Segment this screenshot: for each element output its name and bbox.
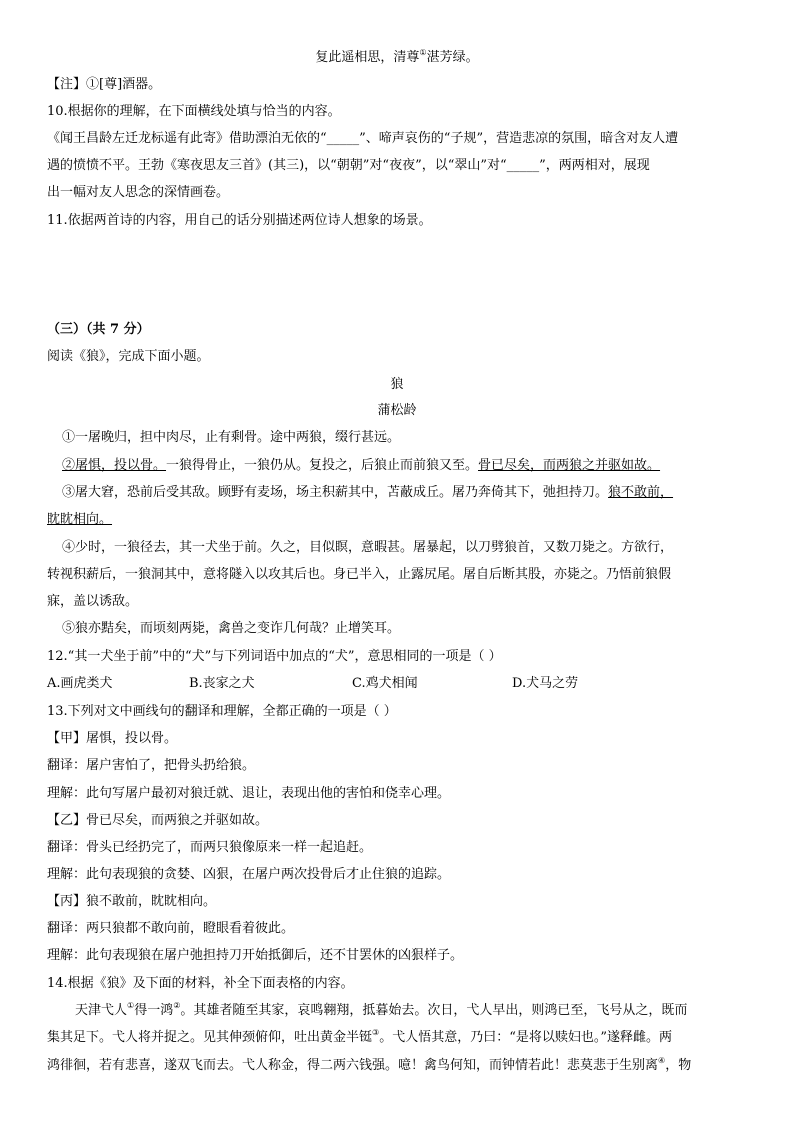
passage-paragraph-5: ⑤狼亦黠矣，而顷刻两毙，禽兽之变诈几何哉？止增笑耳。 <box>62 621 401 636</box>
q13-jia-understanding: 理解：此句写屠户最初对狼迁就、退让，表现出他的害怕和侥幸心理。 <box>47 786 451 801</box>
q12-option-d: D.犬马之劳 <box>512 676 579 691</box>
q14-stem: 14.根据《狼》及下面的材料，补全下面表格的内容。 <box>47 976 354 991</box>
q12-option-a: A.画虎类犬 <box>47 676 113 691</box>
q13-jia-translation: 翻译：屠户害怕了，把骨头扔给狼。 <box>47 758 256 773</box>
passage-author: 蒲松龄 <box>377 403 417 418</box>
passage-paragraph-1: ①一屠晚归，担中肉尽，止有剩骨。途中两狼，缀行甚远。 <box>62 430 401 445</box>
underlined-sentence-jia: ②屠惧，投以骨。 <box>62 458 167 473</box>
q10-line-3: 出一幅对友人思念的深情画卷。 <box>47 185 230 200</box>
q12-stem: 12.“其一犬坐于前”中的“犬”与下列词语中加点的“犬”，意思相同的一项是（ ） <box>47 649 502 664</box>
section-heading: （三）（共 7 分） <box>47 322 150 337</box>
passage-paragraph-3-cont <box>47 511 112 529</box>
q10-stem: 10.根据你的理解，在下面横线处填与恰当的内容。 <box>47 104 341 119</box>
q12-options <box>47 675 747 693</box>
q10-line-2: 遇的愤愤不平。王勃《寒夜思友三首》(其三)，以“朝朝”对“夜夜”，以“翠山”对“_____”，两两相对，展现 <box>47 158 650 173</box>
q11-stem: 11.依据两首诗的内容，用自己的话分别描述两位诗人想象的场景。 <box>47 213 432 228</box>
poem-note: 【注】①[尊]酒器。 <box>47 77 162 92</box>
passage-paragraph-3: ③屠大窘，恐前后受其敌。顾野有麦场，场主积薪其中，苫蔽成丘。屠乃奔倚其下，弛担持刀。狼不敢前， <box>62 485 674 500</box>
underlined-sentence-bing-1: 狼不敢前， <box>608 485 674 500</box>
q14-material-line-2: 集其足下。弋人将并捉之。见其伸颈俯仰，吐出黄金半铤③。弋人悟其意，乃曰：“是将以赎妇也。”遂释雌。两 <box>47 1028 672 1045</box>
q13-bing: 【丙】狼不敢前，眈眈相向。 <box>47 894 217 909</box>
passage-paragraph-2: ②屠惧，投以骨。一狼得骨止，一狼仍从。复投之，后狼止而前狼又至。骨已尽矣，而两狼之并驱如故。 <box>62 458 661 473</box>
underlined-sentence-yi: 骨已尽矣，而两狼之并驱如故。 <box>478 458 661 473</box>
passage-paragraph-4-line-1: ④少时，一狼径去，其一犬坐于前。久之，目似瞑，意暇甚。屠暴起，以刀劈狼首，又数刀毙之。方欲行， <box>62 540 674 555</box>
q13-stem: 13.下列对文中画线句的翻译和理解，全都正确的一项是（ ） <box>47 704 397 719</box>
passage-paragraph-4-line-3: 寐，盖以诱敌。 <box>47 594 139 609</box>
q13-yi-translation: 翻译：骨头已经扔完了，而两只狼像原来一样一起追赶。 <box>47 840 373 855</box>
q12-option-c: C.鸡犬相闻 <box>352 676 418 691</box>
q13-yi-understanding: 理解：此句表现狼的贪婪、凶狠，在屠户两次投骨后才止住狼的追踪。 <box>47 867 451 882</box>
q14-material-line-3: 鸿徘徊，若有悲喜，遂双飞而去。弋人称金，得二两六钱强。噫！禽鸟何知，而钟情若此！悲莫悲于生别离④，物 <box>47 1056 692 1073</box>
q10-line-1: 《闻王昌龄左迁龙标遥有此寄》借助漂泊无依的“_____”、啼声哀伤的“子规”，营造悲凉的氛围，暗含对友人遭 <box>47 131 679 146</box>
passage-title: 狼 <box>390 377 404 392</box>
q13-bing-translation: 翻译：两只狼都不敢向前，瞪眼看着彼此。 <box>47 921 295 936</box>
q13-yi: 【乙】骨已尽矣，而两狼之并驱如故。 <box>47 813 269 828</box>
q12-option-b: B.丧家之犬 <box>189 676 255 691</box>
passage-paragraph-4-line-2: 转视积薪后，一狼洞其中，意将隧入以攻其后也。身已半入，止露尻尾。屠自后断其股，亦毙之。乃悟前狼假 <box>47 567 672 582</box>
underlined-sentence-bing-2: 眈眈相向。 <box>47 512 113 527</box>
poem-last-line: 复此遥相思，清尊①湛芳绿。 <box>315 48 479 65</box>
q13-jia: 【甲】屠惧，投以骨。 <box>47 731 178 746</box>
q13-bing-understanding: 理解：此句表现狼在屠户弛担持刀开始抵御后，还不甘罢休的凶狠样子。 <box>47 948 464 963</box>
q14-material-line-1: 天津弋人①得一鸿②。其雄者随至其家，哀鸣翱翔，抵暮始去。次日，弋人早出，则鸿已至，飞号从之，既而 <box>75 1001 688 1018</box>
section-instruction: 阅读《狼》，完成下面小题。 <box>47 349 210 364</box>
